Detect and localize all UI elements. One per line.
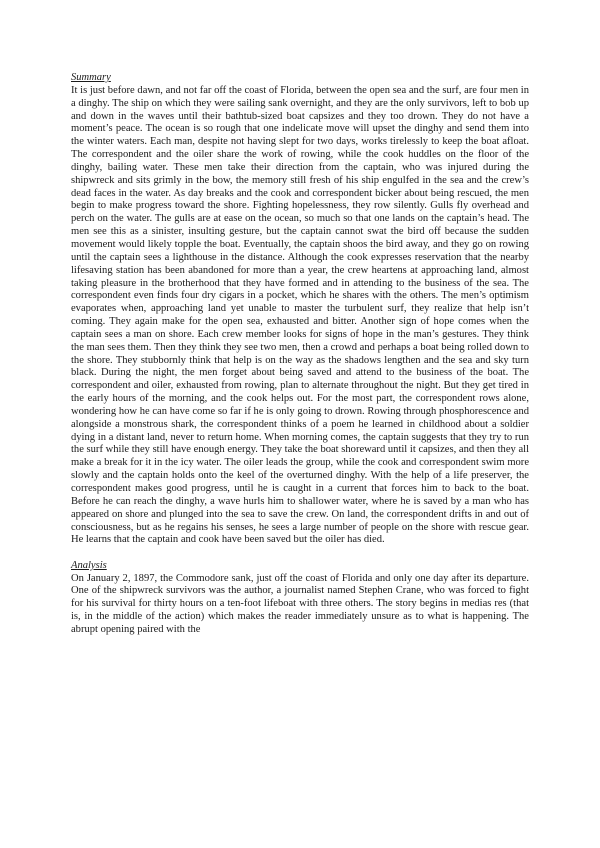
summary-paragraph: It is just before dawn, and not far off the coast of Florida, between the open sea and the surf, are four men in a dinghy. The ship on which they were sailing sank overnight, and they are the only survivors, left to bob up and down in the waves until their bathtub-sized boat capsizes and they too drown. They do not have a moment’s peace. The ocean is so rough that one indelicate move will upset the dinghy and send them into the winter waters. Each man, despite not having slept for two days, works tirelessly to keep the boat afloat. The correspondent and the oiler share the work of rowing, while the cook huddles on the floor of the dinghy, bailing water. These men take their direction from the captain, who was injured during the shipwreck and sits grimly in the bow, the memory still fresh of his ship engulfed in the sea and the crew’s dead faces in the water. As day breaks and the cook and correspondent bicker about being rescued, the men begin to make progress toward the shore. Fighting hopelessness, they row silently. Gulls fly overhead and perch on the water. The gulls are at ease on the ocean, so much so that one lands on the captain’s head. The men see this as a sinister, insulting gesture, but the captain cannot swat the bird off because the sudden movement would likely topple the boat. Eventually, the captain shoos the bird away, and they go on rowing until the captain sees a lighthouse in the distance. Although the cook expresses reservation that the nearby lifesaving station has been abandoned for more than a year, the crew heartens at approaching land, almost taking pleasure in the brotherhood that they have formed and in attending to the business of the sea. The correspondent even finds four dry cigars in a pocket, which he shares with the others. The men’s optimism evaporates when, approaching land yet unable to master the turbulent surf, they realize that help isn’t coming. They again make for the open sea, exhausted and bitter. Another sign of hope comes when the captain sees a man on shore. Each crew member looks for signs of hope in the man’s gestures. They think the man sees them. Then they think they see two men, then a crowd and perhaps a boat being rolled down to the shore. They stubbornly think that help is on the way as the shadows lengthen and the sea and sky turn black. During the night, the men forget about being saved and attend to the business of the boat. The correspondent and oiler, exhausted from rowing, plan to alternate throughout the night. But they get tired in the early hours of the morning, and the cook helps out. For the most part, the correspondent rows alone, wondering how he can have come so far if he is only going to drown. Rowing through phosphorescence and alongside a monstrous shark, the correspondent thinks of a poem he learned in childhood about a soldier dying in a distant land, never to return home. When morning comes, the captain suggests that they try to run the surf while they still have enough energy. They take the boat shoreward until it capsizes, and then they all make a break for it in the icy water. The oiler leads the group, while the cook and correspondent swim more slowly and the captain holds onto the keel of the overturned dinghy. With the help of a life preserver, the correspondent makes good progress, until he is caught in a current that forces him to back to the boat. Before he can reach the dinghy, a wave hurls him to shallower water, where he is saved by a man who has appeared on shore and plunged into the sea to save the crew. On land, the correspondent drifts in and out of consciousness, but as he regains his senses, he sees a large number of people on the shore with rescue gear. He learns that the captain and cook have been saved but the oiler has died.: [71, 84, 529, 546]
section-spacer: [71, 547, 529, 560]
document-page: [71, 72, 529, 637]
analysis-paragraph: On January 2, 1897, the Commodore sank, just off the coast of Florida and only one day after its departure. One of the shipwreck survivors was the author, a journalist named Stephen Crane, who was forced to fight for his survival for thirty hours on a ten-foot lifeboat with three others. The story begins in medias res (that is, in the middle of the action) which makes the reader immediately unsure as to what is happening. The abrupt opening paired with the: [71, 572, 529, 635]
summary-heading: Summary: [71, 72, 111, 83]
analysis-heading: Analysis: [71, 559, 107, 571]
